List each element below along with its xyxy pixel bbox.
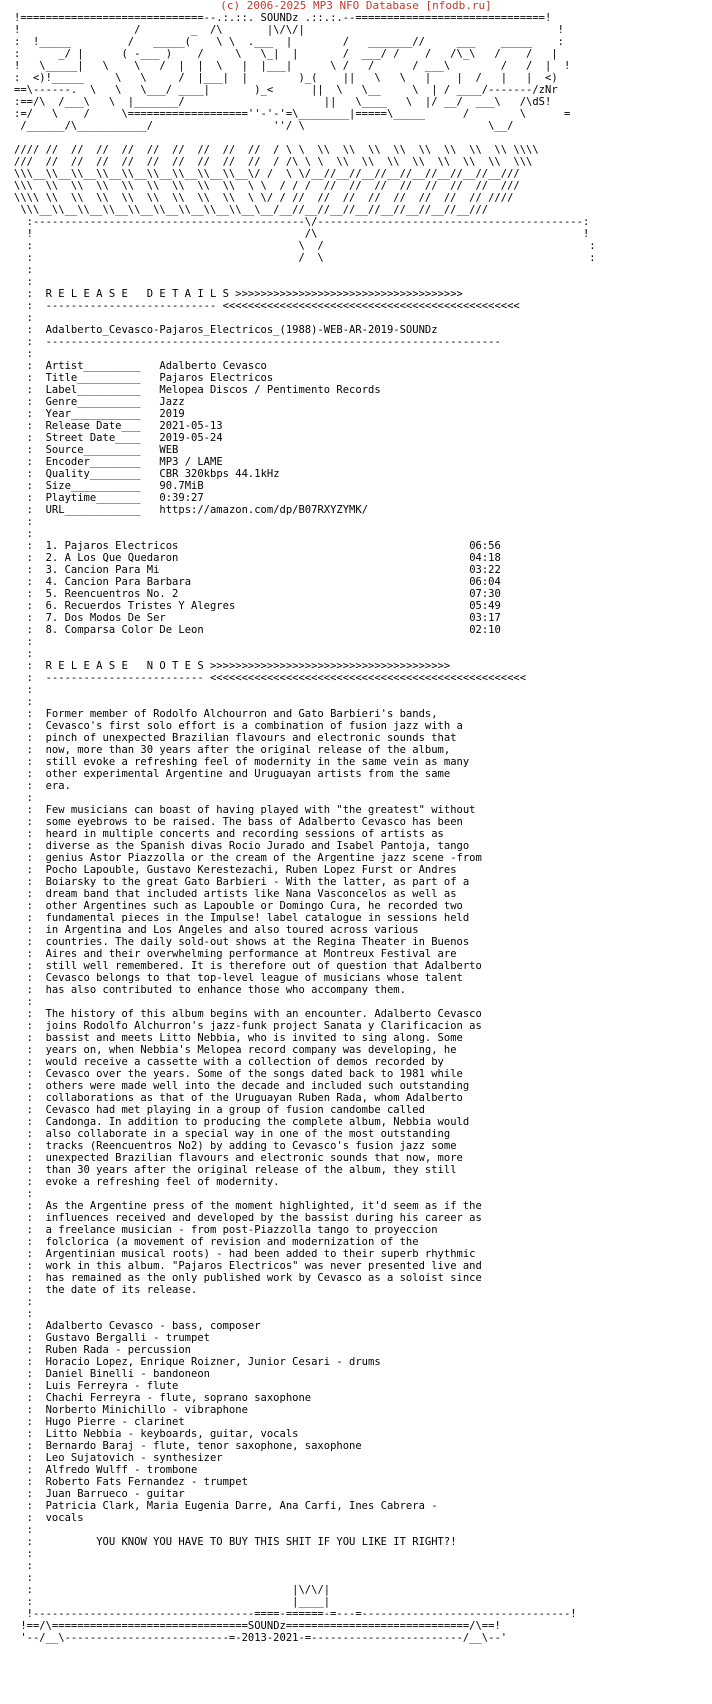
credit-row: : Adalberto Cevasco - bass, composer <box>14 1320 261 1332</box>
note-line: : era. <box>14 780 71 792</box>
track-number: 8. <box>45 624 59 636</box>
section-rule: : --------------------------- <<<<<<<<<<<<<<<<<<<<<<<<<<<<<<<<<<<<<<<<<<<<<<< <box>14 300 520 312</box>
footer-emblem: : |\/\/| <box>14 1584 331 1596</box>
detail-label: Street Date <box>45 432 116 444</box>
detail-label: Release Date <box>45 420 122 432</box>
note-text: genius Astor Piazzolla or the cream of the Argentine jazz scene -from <box>45 852 482 864</box>
note-text: work in this album. "Pajaros Electricos" was never presented live and <box>45 1260 482 1272</box>
note-text: era. <box>45 780 71 792</box>
note-text: heard in multiple concerts and recording sessions of artists as <box>45 828 444 840</box>
track-title: Cancion Para Barbara <box>64 576 192 588</box>
logo-line <box>14 108 570 120</box>
note-text: bassist and meets Litto Nebbia, who is invited to sing along. Some <box>45 1032 463 1044</box>
note-line: : others were made well into the decade and included such outstanding <box>14 1080 470 1092</box>
note-text: the date of its release. <box>45 1284 198 1296</box>
note-text: unexpected Brazilian flavours and electronic sounds that now, more <box>45 1152 463 1164</box>
note-text: has remained as the only published work by Cevasco as a soloist since <box>45 1272 482 1284</box>
credit-row: : vocals <box>14 1512 84 1524</box>
detail-value-quality: CBR 320kbps 44.1kHz <box>159 468 280 480</box>
track-title: Comparsa Color De Leon <box>64 624 204 636</box>
footer-years: 2013-2021 <box>241 1632 299 1644</box>
credit-row: : Alfredo Wulff - trombone <box>14 1464 198 1476</box>
credit-line: Norberto Minichillo - vibraphone <box>45 1404 248 1416</box>
note-text: now, more than 30 years after the original release of the album, <box>45 744 451 756</box>
detail-row: : Label__________ Melopea Discos / Pentimento Records <box>14 384 381 396</box>
detail-label: Quality <box>45 468 90 480</box>
spacer: : <box>14 636 33 648</box>
spacer: : <box>14 348 33 360</box>
note-text: tracks (Reencuentros No2) by adding to Cevasco's fusion jazz some <box>45 1140 457 1152</box>
note-line: : a freelance musician - from post-Piazzolla tango to proyeccion <box>14 1224 438 1236</box>
note-line: : work in this album. "Pajaros Electricos" was never presented live and <box>14 1260 482 1272</box>
note-line: : now, more than 30 years after the original release of the album, <box>14 744 451 756</box>
note-line: : still well remembered. It is therefore out of question that Adalberto <box>14 960 482 972</box>
credit-row: : Ruben Rada - percussion <box>14 1344 192 1356</box>
track-row: : 4. Cancion Para Barbara 06:04 <box>14 576 501 588</box>
spacer: : <box>14 312 33 324</box>
detail-label: Genre <box>45 396 78 408</box>
note-text: collaborations as that of the Uruguayan Ruben Rada, whom Adalberto <box>45 1092 463 1104</box>
credit-row: : Leo Sujatovich - synthesizer <box>14 1452 223 1464</box>
note-text: Cevasco belongs to that top-level league of musicians whose talent <box>45 972 463 984</box>
track-duration: 05:49 <box>469 600 501 612</box>
detail-row: : Playtime_______ 0:39:27 <box>14 492 204 504</box>
spacer: : <box>14 1548 33 1560</box>
note-text: Cevasco had met playing in a group of fusion candombe called <box>45 1104 425 1116</box>
detail-row: : Title__________ Pajaros Electricos <box>14 372 274 384</box>
note-text: joins Rodolfo Alchurron's jazz-funk project Sanata y Clarificacion as <box>45 1020 482 1032</box>
credit-row: : Bernardo Baraj - flute, tenor saxophone, saxophone <box>14 1440 362 1452</box>
detail-value-label: Melopea Discos / Pentimento Records <box>159 384 381 396</box>
footer-emblem-top: |\/\/| <box>292 1584 331 1596</box>
note-line: : years on, when Nebbia's Melopea record company was developing, he <box>14 1044 457 1056</box>
logo-art-line: //// // // // // // // // // // / \ \ \\ \\ \\ \\ \\ \\ \\ \\ \\\\ <box>14 144 539 156</box>
logo-art-line: ! \_____| \ \ / | | \ | |___| \ / / / ___\ / / | ! <box>14 60 571 72</box>
spacer: : <box>14 696 33 708</box>
logo-art-line: :-------------------------------------------\/------------------------------------------: <box>14 216 590 228</box>
spacer: : <box>14 1524 33 1536</box>
note-line: : influences received and developed by the bassist during his career as <box>14 1212 482 1224</box>
logo-art-line: \\\__\\__\\__\\__\\__\\__\\__\\__\\__\/ / \ \/__//__//__//__//__//__//__//__/// <box>14 168 520 180</box>
track-duration: 03:22 <box>469 564 501 576</box>
note-line: : Former member of Rodolfo Alchourron and Gato Barbieri's bands, <box>14 708 438 720</box>
note-line: : Cevasco belongs to that top-level league of musicians whose talent <box>14 972 463 984</box>
spacer: : <box>14 528 33 540</box>
footer-emblem-bottom: |____| <box>292 1596 331 1608</box>
logo-line <box>14 216 589 228</box>
note-text: a freelance musician - from post-Piazzolla tango to proyeccion <box>45 1224 438 1236</box>
note-text: influences received and developed by the bassist during his career as <box>45 1212 482 1224</box>
track-number: 1. <box>45 540 59 552</box>
logo-art-line: :=/ \ / \===================''-'-'=\________|=====\_____ / \ = <box>14 108 571 120</box>
credit-line: Bernardo Baraj - flute, tenor saxophone, saxophone <box>45 1440 362 1452</box>
logo-art-line: :==/\ /___\ \ |_______/ || \____ \ |/ __/ ___\ /\dS! <box>14 96 552 108</box>
credit-row: : Daniel Binelli - bandoneon <box>14 1368 210 1380</box>
note-line: : has also contributed to enhance those who accompany them. <box>14 984 406 996</box>
section-rule: : ------------------------- <<<<<<<<<<<<<<<<<<<<<<<<<<<<<<<<<<<<<<<<<<<<<<<<<< <box>14 672 527 684</box>
track-number: 4. <box>45 576 59 588</box>
spacer: : <box>14 1572 33 1584</box>
track-row: : 7. Dos Modos De Ser 03:17 <box>14 612 501 624</box>
footer-rule: !-----------------------------------====-======-=---=---------------------------------! <box>14 1608 577 1620</box>
note-line: : joins Rodolfo Alchurron's jazz-funk project Sanata y Clarificacion as <box>14 1020 482 1032</box>
note-text: than 30 years after the original release of the album, they still <box>45 1164 457 1176</box>
spacer: : <box>14 648 33 660</box>
logo-line <box>14 168 520 180</box>
logo-line <box>14 48 558 60</box>
logo-line <box>14 120 558 132</box>
note-text: evoke a refreshing feel of modernity. <box>45 1176 280 1188</box>
note-line: : Cevasco over the years. Some of the songs dated back to 1981 while <box>14 1068 463 1080</box>
detail-value-title: Pajaros Electricos <box>159 372 274 384</box>
detail-row: : Year___________ 2019 <box>14 408 185 420</box>
track-duration: 06:56 <box>469 540 501 552</box>
credit-line: Leo Sujatovich - synthesizer <box>45 1452 223 1464</box>
track-title: A Los Que Quedaron <box>64 552 179 564</box>
spacer: : <box>14 276 33 288</box>
note-line: : countries. The daily sold-out shows at the Regina Theater in Buenos <box>14 936 470 948</box>
footer-group-name: SOUNDz <box>247 1620 286 1632</box>
logo-art-line: ! /\ ! <box>14 228 590 240</box>
logo-art-line: : / \ : <box>14 252 596 264</box>
spacer: : <box>14 684 33 696</box>
logo-line <box>14 228 589 240</box>
detail-row: : URL____________ https://amazon.com/dp/B07RXYZYMK/ <box>14 504 369 516</box>
detail-row: : Source_________ WEB <box>14 444 179 456</box>
spacer: : <box>14 1296 33 1308</box>
note-line: : evoke a refreshing feel of modernity. <box>14 1176 280 1188</box>
note-text: Cevasco's first solo effort is a combination of fusion jazz with a <box>45 720 463 732</box>
track-row: : 3. Cancion Para Mi 03:22 <box>14 564 501 576</box>
detail-value-genre: Jazz <box>159 396 185 408</box>
credit-line: vocals <box>45 1512 84 1524</box>
track-row: : 6. Recuerdos Tristes Y Alegres 05:49 <box>14 600 501 612</box>
track-title: Cancion Para Mi <box>64 564 160 576</box>
credit-line: Roberto Fats Fernandez - trumpet <box>45 1476 248 1488</box>
credit-line: Litto Nebbia - keyboards, guitar, vocals <box>45 1428 299 1440</box>
detail-label: Label <box>45 384 78 396</box>
note-line: : fundamental pieces in the Impulse! label catalogue in sessions held <box>14 912 470 924</box>
footer-bar: '--/__\--------------------------=-2013-2021-=------------------------/__\--' <box>14 1632 508 1644</box>
note-line: : Pocho Lapouble, Gustavo Kerestezachi, Ruben Lopez Furst or Andres <box>14 864 457 876</box>
logo-art-line: \\\ \\ \\ \\ \\ \\ \\ \\ \\ \ \ / / / // // // // // // // /// <box>14 180 520 192</box>
track-number: 5. <box>45 588 59 600</box>
closing-message: YOU KNOW YOU HAVE TO BUY THIS SHIT IF YOU LIKE IT RIGHT?! <box>96 1536 457 1548</box>
logo-line <box>14 144 539 156</box>
detail-value-playtime: 0:39:27 <box>159 492 204 504</box>
note-text: Cevasco over the years. Some of the songs dated back to 1981 while <box>45 1068 463 1080</box>
note-line: : Cevasco had met playing in a group of fusion candombe called <box>14 1104 425 1116</box>
detail-label: Artist <box>45 360 84 372</box>
credit-row: : Roberto Fats Fernandez - trumpet <box>14 1476 248 1488</box>
spacer: : <box>14 1560 33 1572</box>
credit-row: : Hugo Pierre - clarinet <box>14 1416 185 1428</box>
track-duration: 07:30 <box>469 588 501 600</box>
detail-label: Encoder <box>45 456 90 468</box>
spacer: : <box>14 1308 33 1320</box>
footer-emblem: : |____| <box>14 1596 331 1608</box>
closing-line: : YOU KNOW YOU HAVE TO BUY THIS SHIT IF YOU LIKE IT RIGHT?! <box>14 1536 457 1548</box>
logo-art-line: : \ / : <box>14 240 596 252</box>
release-notes-heading: R E L E A S E N O T E S <box>45 660 204 672</box>
logo-line <box>14 192 513 204</box>
logo-line <box>14 72 558 84</box>
note-text: some eyebrows to be raised. The bass of Adalberto Cevasco has been <box>45 816 463 828</box>
track-duration: 04:18 <box>469 552 501 564</box>
credit-row: : Gustavo Bergalli - trumpet <box>14 1332 210 1344</box>
note-line: : collaborations as that of the Uruguayan Ruben Rada, whom Adalberto <box>14 1092 463 1104</box>
credit-line: Daniel Binelli - bandoneon <box>45 1368 210 1380</box>
note-text: Former member of Rodolfo Alchourron and Gato Barbieri's bands, <box>45 708 438 720</box>
note-text: other Argentines such as Lapouble or Domingo Cura, he recorded two <box>45 900 463 912</box>
track-row: : 5. Reencuentros No. 2 07:30 <box>14 588 501 600</box>
logo-line <box>14 252 596 264</box>
track-duration: 02:10 <box>469 624 501 636</box>
note-line: : still evoke a refreshing feel of modernity in the same vein as many <box>14 756 470 768</box>
logo-line <box>14 84 558 96</box>
detail-value-artist: Adalberto Cevasco <box>159 360 267 372</box>
credit-line: Juan Barrueco - guitar <box>45 1488 185 1500</box>
track-title: Recuerdos Tristes Y Alegres <box>64 600 236 612</box>
release-name-line: : Adalberto_Cevasco-Pajaros_Electricos_(1988)-WEB-AR-2019-SOUNDz <box>14 324 438 336</box>
detail-label: Size <box>45 480 71 492</box>
credit-row: : Horacio Lopez, Enrique Roizner, Junior Cesari - drums <box>14 1356 381 1368</box>
track-title: Dos Modos De Ser <box>64 612 166 624</box>
logo-line <box>14 60 570 72</box>
note-line: : dream band that included artists like Nana Vasconcelos as well as <box>14 888 457 900</box>
note-line: : Aires and their overwhelming performance at Montreux Festival are <box>14 948 457 960</box>
note-line: : Argentinian musical roots) - had been added to their superb rhythmic <box>14 1248 476 1260</box>
note-text: fundamental pieces in the Impulse! label catalogue in sessions held <box>45 912 470 924</box>
track-number: 6. <box>45 600 59 612</box>
spacer: : <box>14 264 33 276</box>
note-line: : As the Argentine press of the moment highlighted, it'd seem as if the <box>14 1200 482 1212</box>
detail-label: Year <box>45 408 71 420</box>
note-text: diverse as the Spanish divas Rocio Jurado and Isabel Pantoja, tango <box>45 840 470 852</box>
note-line: : diverse as the Spanish divas Rocio Jurado and Isabel Pantoja, tango <box>14 840 470 852</box>
note-text: others were made well into the decade and included such outstanding <box>45 1080 470 1092</box>
track-row: : 1. Pajaros Electricos 06:56 <box>14 540 501 552</box>
credit-line: Adalberto Cevasco - bass, composer <box>45 1320 261 1332</box>
note-line: : in Argentina and Los Angeles and also toured across various <box>14 924 419 936</box>
track-duration: 06:04 <box>469 576 501 588</box>
note-line: : genius Astor Piazzolla or the cream of the Argentine jazz scene -from <box>14 852 482 864</box>
logo-art-line: \\\\ \\ \\ \\ \\ \\ \\ \\ \\ \ \/ / // // // // // // // // //// <box>14 192 514 204</box>
note-line: : would receive a cassette with a collection of demos recorded by <box>14 1056 444 1068</box>
logo-line <box>14 96 551 108</box>
note-text: other experimental Argentine and Uruguayan artists from the same <box>45 768 451 780</box>
note-line: : Cevasco's first solo effort is a combination of fusion jazz with a <box>14 720 463 732</box>
detail-label: Title <box>45 372 78 384</box>
note-text: in Argentina and Los Angeles and also toured across various <box>45 924 419 936</box>
track-number: 3. <box>45 564 59 576</box>
note-text: The history of this album begins with an encounter. Adalberto Cevasco <box>45 1008 482 1020</box>
detail-label: Source <box>45 444 84 456</box>
spacer: : <box>14 516 33 528</box>
credit-line: Chachi Ferreyra - flute, soprano saxophone <box>45 1392 312 1404</box>
note-line: : folclorica (a movement of revision and modernization of the <box>14 1236 419 1248</box>
track-row: : 2. A Los Que Quedaron 04:18 <box>14 552 501 564</box>
logo-art-line: ! / _ /\ |\/\/| ! <box>14 24 564 36</box>
note-text: still evoke a refreshing feel of modernity in the same vein as many <box>45 756 470 768</box>
note-text: dream band that included artists like Nana Vasconcelos as well as <box>45 888 457 900</box>
note-line: : unexpected Brazilian flavours and electronic sounds that now, more <box>14 1152 463 1164</box>
note-text: Argentinian musical roots) - had been added to their superb rhythmic <box>45 1248 476 1260</box>
note-line: : pinch of unexpected Brazilian flavours and electronic sounds that <box>14 732 457 744</box>
detail-row: : Size___________ 90.7MiB <box>14 480 204 492</box>
logo-line <box>14 36 564 48</box>
note-text: has also contributed to enhance those who accompany them. <box>45 984 406 996</box>
note-line: : also collaborate in a special way in one of the most outstanding <box>14 1128 451 1140</box>
note-line: : heard in multiple concerts and recording sessions of artists as <box>14 828 444 840</box>
credit-line: Hugo Pierre - clarinet <box>45 1416 185 1428</box>
detail-value-url: https://amazon.com/dp/B07RXYZYMK/ <box>159 504 369 516</box>
release-name: Adalberto_Cevasco-Pajaros_Electricos_(1988)-WEB-AR-2019-SOUNDz <box>45 324 438 336</box>
credit-line: Alfredo Wulff - trombone <box>45 1464 198 1476</box>
detail-label: URL <box>45 504 65 516</box>
logo-art-line: : <)!_____ \ \ / |___| | )_( || \ \ | | / | | <) <box>14 72 558 84</box>
track-title: Pajaros Electricos <box>64 540 179 552</box>
logo-art-line: /// // // // // // // // // // / /\ \ \ \\ \\ \\ \\ \\ \\ \\ \\\ <box>14 156 533 168</box>
footer-bar: !==/\===============================SOUNDz=============================/\==! <box>14 1620 501 1632</box>
section-heading: : R E L E A S E D E T A I L S >>>>>>>>>>>>>>>>>>>>>>>>>>>>>>>>>>>> <box>14 288 463 300</box>
credit-row: : Chachi Ferreyra - flute, soprano saxophone <box>14 1392 312 1404</box>
detail-row: : Genre__________ Jazz <box>14 396 185 408</box>
spacer: : <box>14 792 33 804</box>
credit-line: Gustavo Bergalli - trumpet <box>45 1332 210 1344</box>
detail-row: : Encoder________ MP3 / LAME <box>14 456 223 468</box>
note-text: still well remembered. It is therefore out of question that Adalberto <box>45 960 482 972</box>
credit-row: : Juan Barrueco - guitar <box>14 1488 185 1500</box>
note-line: : other Argentines such as Lapouble or Domingo Cura, he recorded two <box>14 900 463 912</box>
note-line: : than 30 years after the original release of the album, they still <box>14 1164 457 1176</box>
credit-line: Horacio Lopez, Enrique Roizner, Junior Cesari - drums <box>45 1356 381 1368</box>
note-line: : other experimental Argentine and Uruguayan artists from the same <box>14 768 451 780</box>
note-text: Pocho Lapouble, Gustavo Kerestezachi, Ruben Lopez Furst or Andres <box>45 864 457 876</box>
note-line: : Few musicians can boast of having played with "the greatest" without <box>14 804 476 816</box>
logo-art-line: !=============================--.:.::. SOUNDz .::.:.--==============================! <box>14 12 552 24</box>
detail-value-source: WEB <box>159 444 179 456</box>
detail-value-year: 2019 <box>159 408 185 420</box>
note-line: : some eyebrows to be raised. The bass of Adalberto Cevasco has been <box>14 816 463 828</box>
note-text: pinch of unexpected Brazilian flavours and electronic sounds that <box>45 732 457 744</box>
detail-value-street-date: 2019-05-24 <box>159 432 223 444</box>
logo-art-line: /______/\___________/ ''/ \ \__/ <box>14 120 558 132</box>
note-line: : has remained as the only published work by Cevasco as a soloist since <box>14 1272 482 1284</box>
copyright-link[interactable]: (c) 2006-2025 MP3 NFO Database [nfodb.ru] <box>220 0 492 12</box>
nfo-document <box>14 12 596 1644</box>
credit-row: : Norberto Minichillo - vibraphone <box>14 1404 248 1416</box>
note-text: countries. The daily sold-out shows at the Regina Theater in Buenos <box>45 936 470 948</box>
logo-line <box>14 180 520 192</box>
detail-row: : Quality________ CBR 320kbps 44.1kHz <box>14 468 280 480</box>
logo-art-line: : !_____ / _____( \ \ .___ | / _______// ___ _____ : <box>14 36 564 48</box>
logo-line <box>14 204 488 216</box>
note-text: folclorica (a movement of revision and modernization of the <box>45 1236 419 1248</box>
note-text: Candonga. In addition to producing the complete album, Nebbia would <box>45 1116 470 1128</box>
note-line: : tracks (Reencuentros No2) by adding to Cevasco's fusion jazz some <box>14 1140 457 1152</box>
note-line: : The history of this album begins with an encounter. Adalberto Cevasco <box>14 1008 482 1020</box>
track-row: : 8. Comparsa Color De Leon 02:10 <box>14 624 501 636</box>
credit-row: : Luis Ferreyra - flute <box>14 1380 179 1392</box>
track-number: 7. <box>45 612 59 624</box>
note-text: Boiarsky to the great Gato Barbieri - With the latter, as part of a <box>45 876 470 888</box>
logo-line <box>14 240 596 252</box>
credit-line: Luis Ferreyra - flute <box>45 1380 179 1392</box>
detail-label: Playtime <box>45 492 97 504</box>
detail-value-encoder: MP3 / LAME <box>159 456 223 468</box>
release-details-heading: R E L E A S E D E T A I L S <box>45 288 229 300</box>
note-text: Aires and their overwhelming performance at Montreux Festival are <box>45 948 457 960</box>
detail-row: : Release Date___ 2021-05-13 <box>14 420 223 432</box>
detail-row: : Street Date____ 2019-05-24 <box>14 432 223 444</box>
logo-art-line: ==\------. \ \ \___/ ____| )_< || \ \__ \ | / ____/-------/zNr <box>14 84 558 96</box>
logo-line <box>14 156 532 168</box>
note-line: : bassist and meets Litto Nebbia, who is invited to sing along. Some <box>14 1032 463 1044</box>
note-line: : the date of its release. <box>14 1284 198 1296</box>
divider: : ------------------------------------------------------------------------ <box>14 336 501 348</box>
section-heading: : R E L E A S E N O T E S >>>>>>>>>>>>>>>>>>>>>>>>>>>>>>>>>>>>>> <box>14 660 451 672</box>
logo-line <box>14 12 551 24</box>
logo-art-line: \\\__\\__\\__\\__\\__\\__\\__\\__\\__\__/__//__//__//__//__//__//__//__/// <box>14 204 489 216</box>
detail-value-size: 90.7MiB <box>159 480 204 492</box>
track-duration: 03:17 <box>469 612 501 624</box>
note-text: As the Argentine press of the moment highlighted, it'd seem as if the <box>45 1200 482 1212</box>
credit-row: : Litto Nebbia - keyboards, guitar, vocals <box>14 1428 299 1440</box>
detail-value-release-date: 2021-05-13 <box>159 420 223 432</box>
detail-row: : Artist_________ Adalberto Cevasco <box>14 360 267 372</box>
logo-line <box>14 24 564 36</box>
note-text: would receive a cassette with a collection of demos recorded by <box>45 1056 444 1068</box>
note-line: : Candonga. In addition to producing the complete album, Nebbia would <box>14 1116 470 1128</box>
spacer: : <box>14 1188 33 1200</box>
track-number: 2. <box>45 552 59 564</box>
note-line: : Boiarsky to the great Gato Barbieri - With the latter, as part of a <box>14 876 470 888</box>
spacer: : <box>14 996 33 1008</box>
note-text: years on, when Nebbia's Melopea record company was developing, he <box>45 1044 457 1056</box>
track-title: Reencuentros No. 2 <box>64 588 179 600</box>
logo-art-line: : _/ | ( -___ ) / \ \_| | / ___/ / / /\_\ / / | <box>14 48 558 60</box>
note-text: Few musicians can boast of having played with "the greatest" without <box>45 804 476 816</box>
credit-line: Patricia Clark, Maria Eugenia Darre, Ana Carfi, Ines Cabrera - <box>45 1500 438 1512</box>
credit-line: Ruben Rada - percussion <box>45 1344 192 1356</box>
credit-row: : Patricia Clark, Maria Eugenia Darre, Ana Carfi, Ines Cabrera - <box>14 1500 438 1512</box>
note-text: also collaborate in a special way in one of the most outstanding <box>45 1128 451 1140</box>
